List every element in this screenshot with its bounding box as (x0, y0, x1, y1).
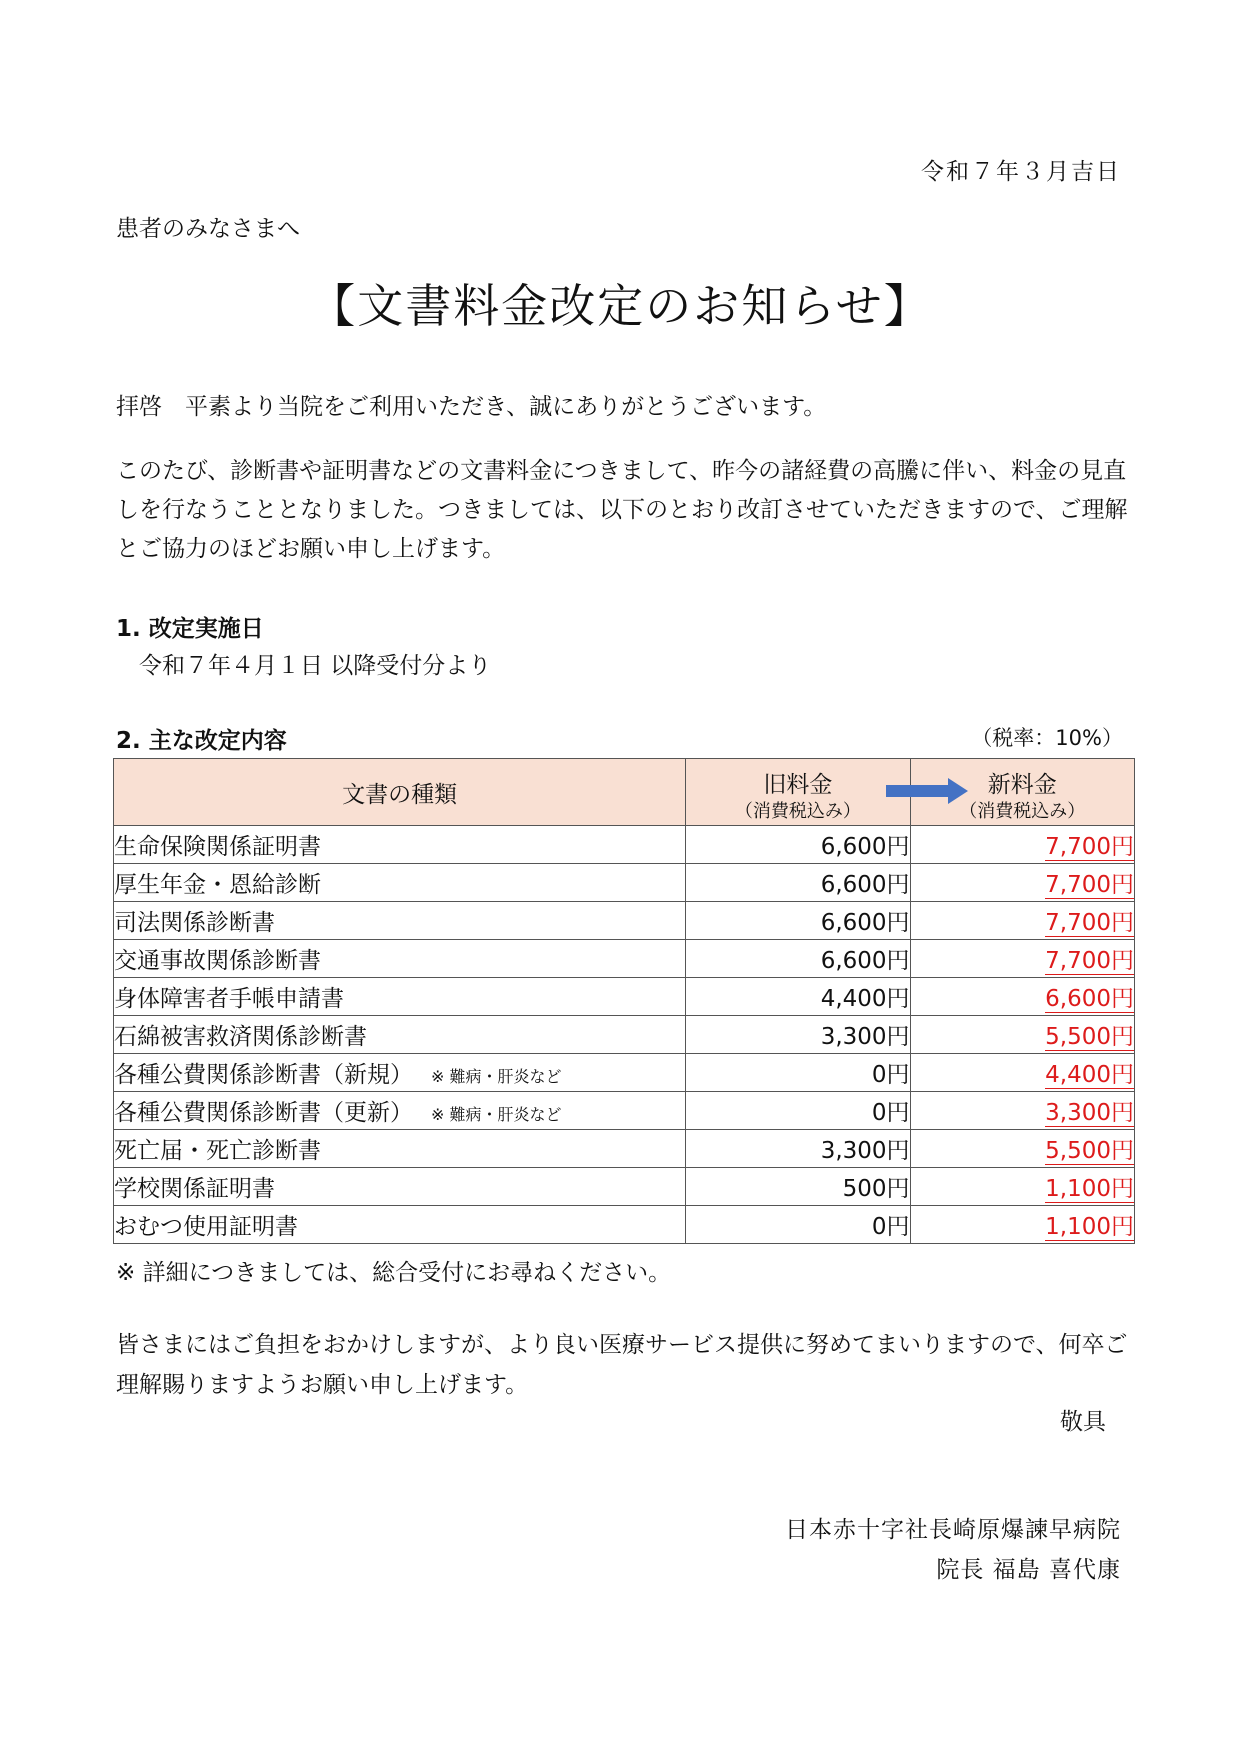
doc-type-cell (114, 940, 686, 978)
new-fee-cell (910, 1054, 1134, 1092)
table-row (114, 902, 1135, 940)
doc-type-name: おむつ使用証明書 (114, 1214, 298, 1240)
table-row (114, 978, 1135, 1016)
doc-type-name: 石綿被害救済関係診断書 (114, 1024, 367, 1050)
table-row (114, 1168, 1135, 1206)
old-fee-cell: 4,400円 (686, 978, 910, 1016)
old-fee-cell: 6,600円 (686, 826, 910, 864)
doc-type-name: 交通事故関係診断書 (114, 948, 321, 974)
new-fee-cell (910, 1092, 1134, 1130)
new-fee-value: 5,500円 (1045, 1024, 1134, 1050)
doc-type-cell (114, 826, 686, 864)
closing-paragraph: 皆さまにはご負担をおかけしますが、より良い医療サービス提供に努めてまいりますので、何卒ご理解賜りますようお願い申し上げます。 (116, 1332, 1128, 1398)
doc-type-name: 司法関係診断書 (114, 910, 275, 936)
new-fee-cell (910, 1130, 1134, 1168)
doc-type-cell (114, 1130, 686, 1168)
old-fee-cell: 6,600円 (686, 940, 910, 978)
old-fee-cell: 0円 (686, 1054, 910, 1092)
section2-heading: 2. 主な改定内容 (116, 728, 287, 754)
doc-type-note: ※ 難病・肝炎など (431, 1067, 562, 1086)
col-doc-type (114, 759, 686, 826)
new-fee-value: 7,700円 (1045, 872, 1134, 898)
new-fee-cell (910, 1168, 1134, 1206)
fee-table (113, 758, 1135, 1244)
section1-heading: 1. 改定実施日 (116, 616, 264, 642)
section1-body: 令和７年４月１日 以降受付分より (139, 653, 492, 679)
doc-type-cell (114, 978, 686, 1016)
old-fee-cell: 3,300円 (686, 1130, 910, 1168)
document-date: 令和７年３月吉日 (921, 159, 1121, 185)
greeting: 拝啓 平素より当院をご利用いただき、誠にありがとうございます。 (116, 394, 827, 420)
fee-table-header (114, 759, 1135, 826)
old-fee-cell: 0円 (686, 1092, 910, 1130)
old-fee-cell: 0円 (686, 1206, 910, 1244)
new-fee-cell (910, 940, 1134, 978)
col-old-tax-note: （消費税込み） (734, 801, 861, 822)
table-row (114, 1054, 1135, 1092)
organization-name: 日本赤十字社長崎原爆諫早病院 (785, 1517, 1121, 1543)
old-fee-cell: 3,300円 (686, 1016, 910, 1054)
doc-type-cell (114, 1168, 686, 1206)
doc-type-name: 各種公費関係診断書（新規） (114, 1062, 413, 1088)
doc-type-note: ※ 難病・肝炎など (431, 1105, 562, 1124)
doc-type-name: 学校関係証明書 (114, 1176, 275, 1202)
addressee: 患者のみなさまへ (116, 216, 300, 242)
col-new-tax-note: （消費税込み） (959, 801, 1086, 822)
old-fee-cell: 6,600円 (686, 864, 910, 902)
new-fee-value: 1,100円 (1045, 1176, 1134, 1202)
new-fee-value: 5,500円 (1045, 1138, 1134, 1164)
doc-type-cell (114, 864, 686, 902)
table-row (114, 1092, 1135, 1130)
table-row (114, 1130, 1135, 1168)
col-old-label: 旧料金 (763, 772, 833, 798)
new-fee-value: 7,700円 (1045, 910, 1134, 936)
new-fee-cell (910, 978, 1134, 1016)
fee-table-body (114, 826, 1135, 1244)
new-fee-value: 3,300円 (1045, 1100, 1134, 1126)
doc-type-name: 各種公費関係診断書（更新） (114, 1100, 413, 1126)
doc-type-cell (114, 1054, 686, 1092)
table-row (114, 1016, 1135, 1054)
doc-type-name: 死亡届・死亡診断書 (114, 1138, 321, 1164)
col-doc-label: 文書の種類 (342, 781, 458, 808)
tax-rate: （税率：10%） (971, 726, 1123, 750)
doc-type-cell (114, 1206, 686, 1244)
table-row (114, 1206, 1135, 1244)
new-fee-value: 7,700円 (1045, 948, 1134, 974)
director-name: 院長 福島 喜代康 (936, 1557, 1121, 1583)
col-new-label: 新料金 (987, 772, 1057, 798)
new-fee-cell (910, 902, 1134, 940)
new-fee-value: 7,700円 (1045, 834, 1134, 860)
new-fee-value: 6,600円 (1045, 986, 1134, 1012)
table-row (114, 826, 1135, 864)
body-paragraph: このたび、診断書や証明書などの文書料金につきまして、昨今の諸経費の高騰に伴い、料金の見直しを行なうこととなりました。つきましては、以下のとおり改訂させていただきますので、ご理解とご協力のほどお願い申し上げます。 (116, 458, 1128, 562)
closing-salutation: 敬具 (1060, 1409, 1106, 1435)
footnote: ※ 詳細につきましては、総合受付にお尋ねください。 (116, 1260, 672, 1286)
new-fee-cell (910, 864, 1134, 902)
col-old-fee (686, 759, 910, 826)
col-new-fee (910, 759, 1134, 826)
old-fee-cell: 500円 (686, 1168, 910, 1206)
new-fee-cell (910, 1016, 1134, 1054)
page-title: 【文書料金改定のお知らせ】 (309, 279, 932, 333)
doc-type-name: 厚生年金・恩給診断 (114, 872, 321, 898)
doc-type-cell (114, 1092, 686, 1130)
new-fee-value: 4,400円 (1045, 1062, 1134, 1088)
old-fee-cell: 6,600円 (686, 902, 910, 940)
new-fee-cell (910, 1206, 1134, 1244)
doc-type-cell (114, 902, 686, 940)
doc-type-name: 身体障害者手帳申請書 (114, 986, 344, 1012)
table-row (114, 864, 1135, 902)
table-row (114, 940, 1135, 978)
new-fee-cell (910, 826, 1134, 864)
doc-type-cell (114, 1016, 686, 1054)
new-fee-value: 1,100円 (1045, 1214, 1134, 1240)
doc-type-name: 生命保険関係証明書 (114, 834, 321, 860)
